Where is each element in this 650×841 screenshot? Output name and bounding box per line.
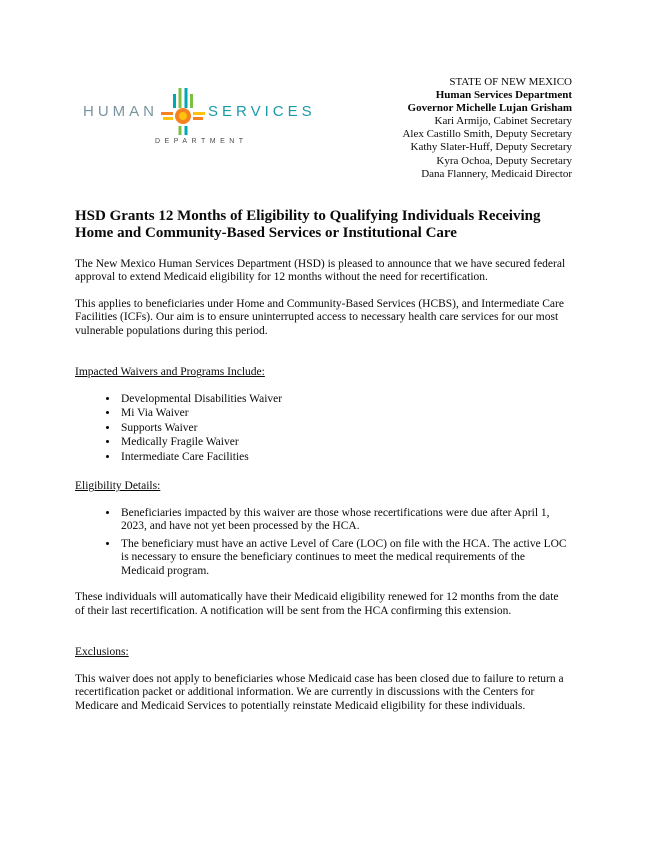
logo-word-human: HUMAN bbox=[83, 102, 158, 120]
eligibility-list bbox=[75, 507, 569, 579]
section-heading-eligibility-details: Eligibility Details: bbox=[75, 480, 161, 493]
zia-sun-icon bbox=[160, 86, 206, 136]
masthead-line-cabinet-secretary: Kari Armijo, Cabinet Secretary bbox=[434, 115, 572, 128]
masthead-line-deputy-secretary-1: Alex Castillo Smith, Deputy Secretary bbox=[402, 128, 572, 141]
masthead-line-deputy-secretary-3: Kyra Ochoa, Deputy Secretary bbox=[436, 154, 572, 167]
paragraph-announcement: The New Mexico Human Services Department (HSD) is pleased to announce that we have secured federal approval to extend Medicaid eligibility for 12 months without the need for recertification. bbox=[75, 257, 566, 284]
masthead-line-deputy-secretary-2: Kathy Slater-Huff, Deputy Secretary bbox=[410, 141, 572, 154]
masthead-line-medicaid-director: Dana Flannery, Medicaid Director bbox=[421, 167, 572, 180]
section-heading-exclusions: Exclusions: bbox=[75, 646, 129, 659]
hsd-logo-wordmark bbox=[83, 86, 316, 136]
list-item: • Developmental Disabilities Waiver bbox=[119, 393, 569, 407]
paragraph-renewal: These individuals will automatically have their Medicaid eligibility renewed for 12 months from the date of their last recertification. A notification will be sent from the HCA confirming this extension. bbox=[75, 591, 559, 617]
logo-word-department: DEPARTMENT bbox=[155, 138, 248, 145]
list-item: • Mi Via Waiver bbox=[119, 407, 569, 421]
list-item: • The beneficiary must have an active Level of Care (LOC) on file with the HCA. The active LOC is necessary to ensure the beneficiary continues to meet the medical requirements of the Medicaid program. bbox=[119, 538, 569, 579]
masthead-line-state: STATE OF NEW MEXICO bbox=[449, 76, 572, 88]
hsd-logo bbox=[83, 86, 316, 145]
agency-masthead bbox=[402, 76, 572, 181]
list-item: • Intermediate Care Facilities bbox=[119, 451, 569, 465]
waivers-list bbox=[75, 393, 569, 465]
logo-word-services: SERVICES bbox=[208, 102, 316, 120]
paragraph-applies-to: This applies to beneficiaries under Home and Community-Based Services (HCBS), and Intermediate Care Facilities (ICFs). Our aim is to ensure uninterrupted access to necessary health care services for our most vulnerable populations during this period. bbox=[75, 297, 564, 337]
list-item: • Medically Fragile Waiver bbox=[119, 436, 569, 450]
masthead-line-department: Human Services Department bbox=[435, 89, 572, 102]
document-header bbox=[75, 76, 572, 181]
section-heading-impacted-waivers: Impacted Waivers and Programs Include: bbox=[75, 366, 265, 379]
paragraph-exclusions: This waiver does not apply to beneficiaries whose Medicaid case has been closed due to failure to return a recertification packet or additional information. We are currently in discussions with the Centers for Medicare and Medicaid Services to potentially reinstate Medicaid eligibility for these individuals. bbox=[75, 672, 564, 712]
list-item: • Supports Waiver bbox=[119, 422, 569, 436]
masthead-line-governor: Governor Michelle Lujan Grisham bbox=[407, 102, 572, 115]
document-title: HSD Grants 12 Months of Eligibility to Qualifying Individuals Receiving Home and Community-Based Services or Institutional Care bbox=[75, 207, 541, 242]
list-item: • Beneficiaries impacted by this waiver are those whose recertifications were due after April 1, 2023, and have not yet been processed by the HCA. bbox=[119, 507, 569, 534]
